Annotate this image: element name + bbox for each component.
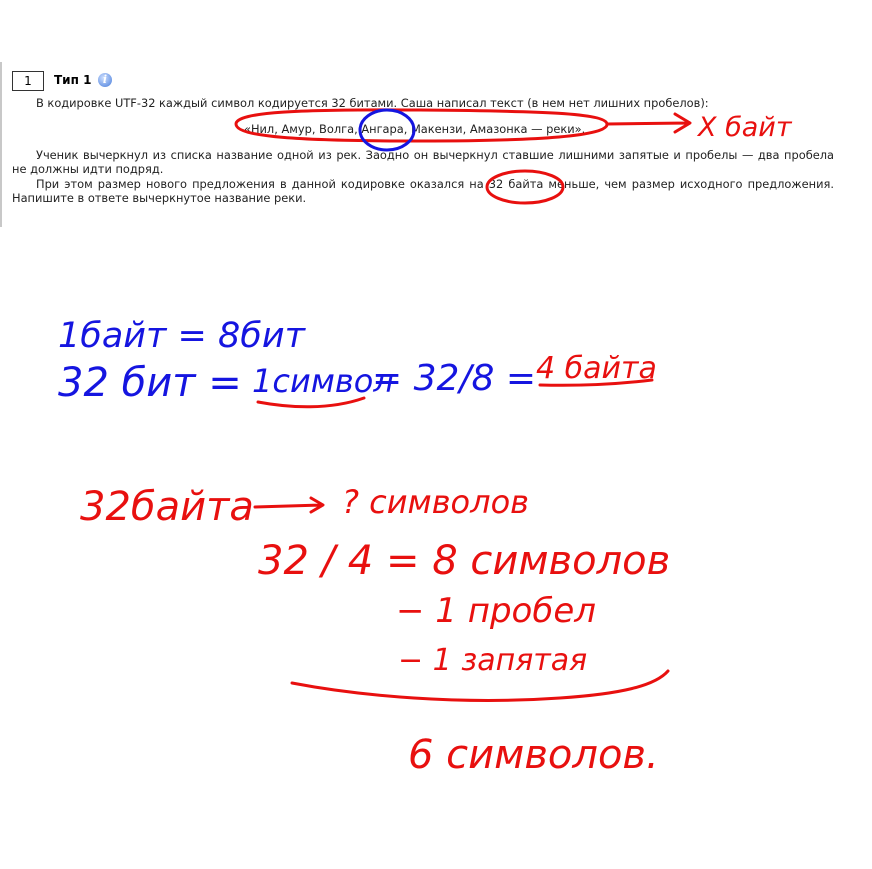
note-minus-space: − 1 пробел	[396, 591, 596, 631]
note-division: 32 / 4 = 8 символов	[258, 538, 671, 584]
task-paragraph-2-text: Ученик вычеркнул из списка название одной из рек. Заодно он вычеркнул ставшие лишними запятые и пробелы — два пробела не должны идти подряд.	[12, 148, 834, 176]
task-number: 1	[12, 71, 44, 91]
note-byte-bits: 1байт = 8бит	[58, 316, 305, 356]
quote-highlight-oval	[236, 110, 607, 141]
task-quote: «Нил, Амур, Волга, Ангара, Макензи, Амазонка — реки».	[244, 122, 586, 136]
info-icon[interactable]: i	[98, 73, 112, 87]
note-result: 6 символов.	[408, 732, 659, 778]
note-question-symbols: ? символов	[342, 483, 530, 521]
task-paragraph-1-text: В кодировке UTF-32 каждый символ кодируется 32 битами. Саша написал текст (в нем нет лишних пробелов):	[36, 96, 709, 110]
arrow-to-x-bytes	[607, 114, 690, 132]
note-four-bytes: 4 байта	[536, 351, 657, 386]
angara-circle	[360, 110, 414, 150]
arrow-to-question	[255, 498, 323, 512]
note-bits-part-c: = 32/8 =	[372, 358, 537, 399]
x-bytes-label: X байт	[698, 112, 792, 143]
task-type-label: Тип 1	[54, 73, 92, 87]
bytes-32-circle	[487, 171, 563, 203]
note-one-symbol: 1символ	[252, 362, 394, 400]
task-paragraph-3-text: При этом размер нового предложения в данной кодировке оказался на 32 байта меньше, чем размер исходного предложения. Напишите в ответе вычеркнутое название реки.	[12, 177, 834, 205]
note-32-bytes: 32байта	[80, 484, 254, 530]
note-minus-comma: − 1 запятая	[398, 643, 588, 678]
note-bits-part-a: 32 бит =	[58, 360, 242, 406]
